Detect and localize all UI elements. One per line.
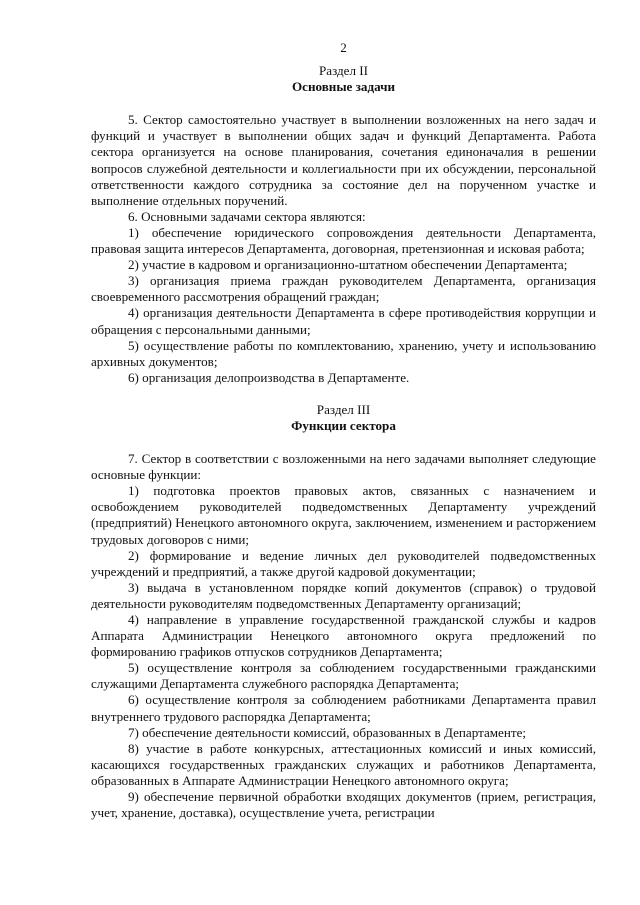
document-page xyxy=(91,40,596,821)
function-item-9: 9) обеспечение первичной обработки входящих документов (прием, регистрация, учет, хранение, доставка), осуществление учета, регистрации xyxy=(91,789,596,821)
function-item-6: 6) осуществление контроля за соблюдением работниками Департамента правил внутреннего трудового распорядка Департамента; xyxy=(91,692,596,724)
function-item-8: 8) участие в работе конкурсных, аттестационных комиссий и иных комиссий, касающихся государственных гражданских служащих и работников Департамента, образованных в Аппарате Администрации Ненецкого автономного округа; xyxy=(91,740,596,788)
section-3-title: Функции сектора xyxy=(291,417,396,433)
function-item-7: 7) обеспечение деятельности комиссий, образованных в Департаменте; xyxy=(128,724,527,740)
paragraph-6: 6. Основными задачами сектора являются: xyxy=(128,208,366,224)
section-2-title: Основные задачи xyxy=(291,79,396,95)
function-item-5: 5) осуществление контроля за соблюдением государственными гражданскими служащими Департамента служебного распорядка Департамента; xyxy=(91,660,596,692)
task-item-3: 3) организация приема граждан руководителем Департамента, организация своевременного рассмотрения обращений граждан; xyxy=(91,273,596,305)
task-item-2: 2) участие в кадровом и организационно-штатном обеспечении Департамента; xyxy=(128,257,568,273)
paragraph-7: 7. Сектор в соответствии с возложенными на него задачами выполняет следующие основные функции: xyxy=(91,451,596,483)
function-item-2: 2) формирование и ведение личных дел руководителей подведомственных учреждений и предприятий, а также другой кадровой документации; xyxy=(91,547,596,579)
function-item-3: 3) выдача в установленном порядке копий документов (справок) о трудовой деятельности руководителям подведомственных Департаменту организаций; xyxy=(91,579,596,611)
task-item-5: 5) осуществление работы по комплектованию, хранению, учету и использованию архивных документов; xyxy=(91,337,596,369)
function-item-4: 4) направление в управление государственной гражданской службы и кадров Аппарата Администрации Ненецкого автономного округа предложений по формированию графиков отпусков сотрудников Департамента; xyxy=(91,612,596,660)
task-item-6: 6) организация делопроизводства в Департаменте. xyxy=(128,369,410,385)
task-item-1: 1) обеспечение юридического сопровождения деятельности Департамента, правовая защита интересов Департамента, договорная, претензионная и исковая работа; xyxy=(91,224,596,257)
section-3-label: Раздел III xyxy=(316,401,371,417)
function-item-1: 1) подготовка проектов правовых актов, связанных с назначением и освобождением руководителей подведомственных Департаменту учреждений (предприятий) Ненецкого автономного округа, заключением, изменением и расторжением трудовых договоров с ними; xyxy=(91,483,596,547)
page-number: 2 xyxy=(340,40,347,55)
task-item-4: 4) организация деятельности Департамента в сфере противодействия коррупции и обращения с персональными данными; xyxy=(91,305,596,337)
section-2-label: Раздел II xyxy=(318,63,369,79)
paragraph-5: 5. Сектор самостоятельно участвует в выполнении возложенных на него задач и функций и участвует в выполнении общих задач и функций Департамента. Работа сектора организуется на основе планирования, сочетания единоначалия в решении вопросов служебной деятельности и коллегиальности при их обсуждении, персональной ответственности каждого сотрудника за состояние дел на порученном участке и выполнение отдельных поручений. xyxy=(91,112,596,208)
